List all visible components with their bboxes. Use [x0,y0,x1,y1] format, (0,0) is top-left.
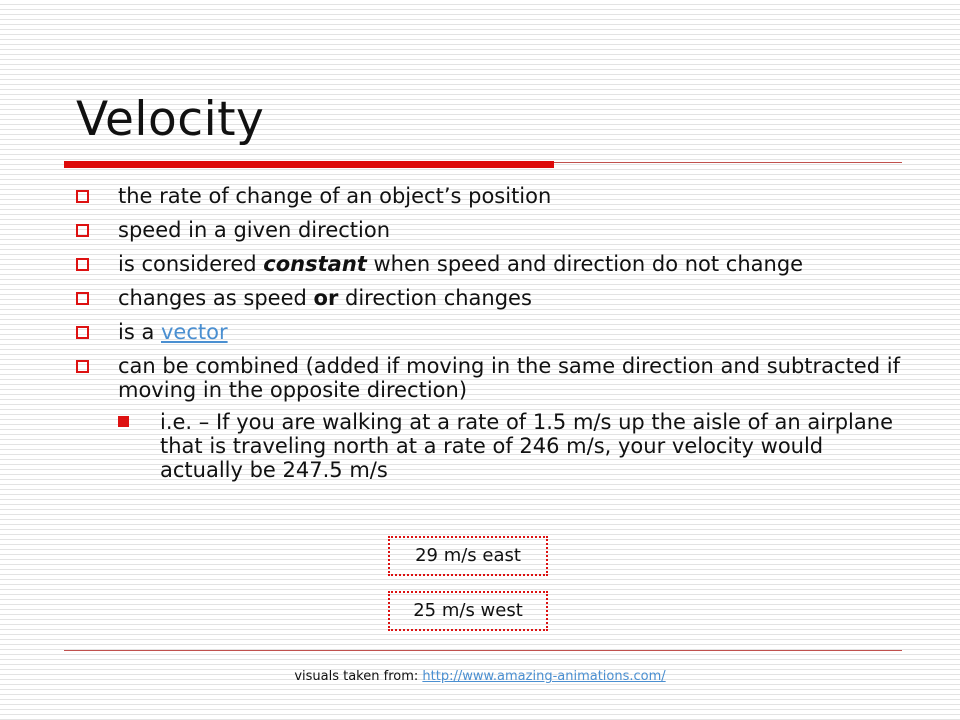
bullet-text-before: is considered [118,252,264,276]
source-link[interactable]: http://www.amazing-animations.com/ [422,669,666,684]
bullet-text-after: direction changes [338,286,532,310]
square-bullet-icon [76,190,89,203]
square-bullet-icon [76,360,89,373]
footer-credit [0,669,960,684]
vector-link[interactable]: vector [161,320,228,344]
sub-bullet-list [118,410,906,482]
bullet-text-before: is a [118,320,161,344]
bullet-item [76,184,906,208]
bullet-item [76,320,906,344]
bullet-text: can be combined (added if moving in the same direction and subtracted if moving in the opposite direction) [118,354,900,402]
sub-bullet-text: i.e. – If you are walking at a rate of 1.5 m/s up the aisle of an airplane that is traveling north at a rate of 246 m/s, your velocity would actually be 247.5 m/s [160,410,893,482]
square-bullet-icon [76,326,89,339]
bullet-emphasis: constant [263,252,367,276]
bullet-text: the rate of change of an object’s position [118,184,552,208]
bullet-emphasis: or [313,286,339,310]
west-velocity-label: 25 m/s west [388,591,548,631]
bullet-list [76,184,906,492]
footer-prefix: visuals taken from: [294,669,423,684]
bullet-text-after: when speed and direction do not change [366,252,804,276]
bullet-item [76,218,906,242]
square-bullet-icon [76,258,89,271]
sub-bullet-item [118,410,906,482]
bullet-item [76,354,906,482]
square-bullet-icon [76,292,89,305]
bullet-item [76,252,906,276]
bullet-text-before: changes as speed [118,286,314,310]
bullet-item [76,286,906,310]
bullet-text: speed in a given direction [118,218,391,242]
footer-rule [64,650,902,651]
title-underline-bar [64,161,554,168]
east-velocity-label: 29 m/s east [388,536,548,576]
slide-title: Velocity [76,92,265,147]
square-bullet-icon [76,224,89,237]
filled-square-bullet-icon [118,416,129,427]
